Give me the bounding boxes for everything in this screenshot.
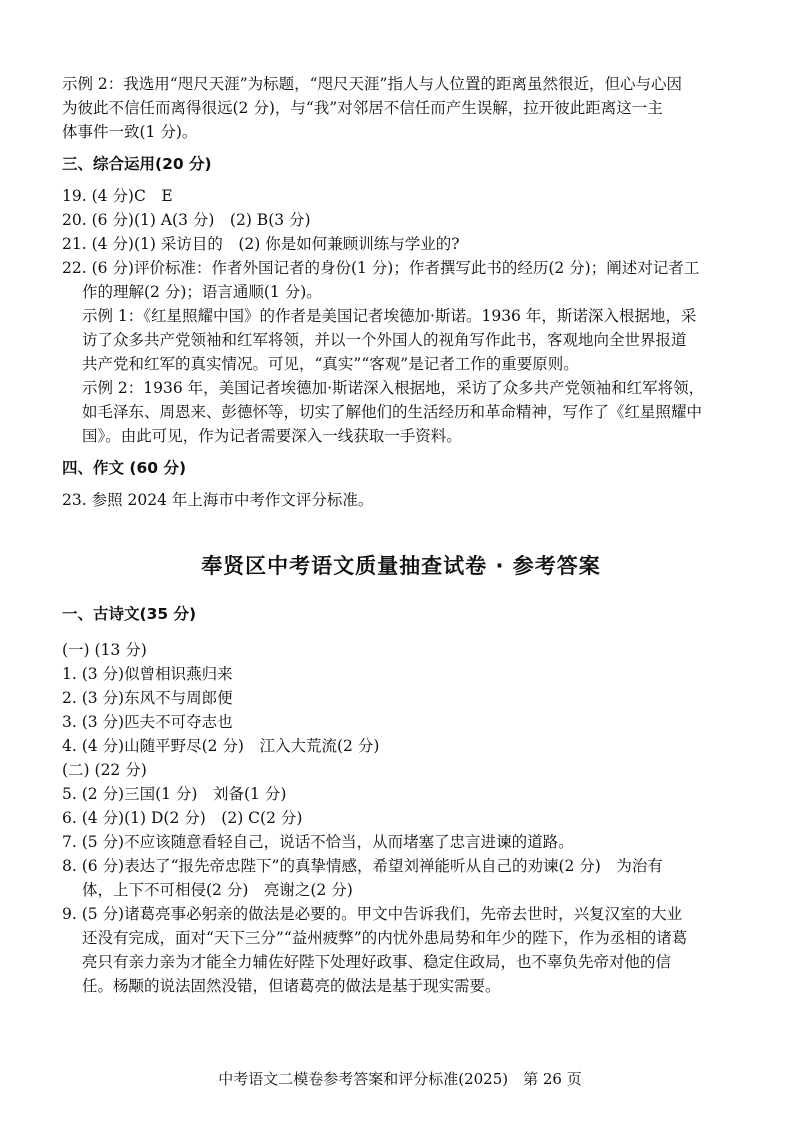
answer-22-example-1: 共产党和红军的真实情况。可见，“真实”“客观”是记者工作的重要原则。 — [82, 355, 579, 373]
answer-9-line: 9. (5 分)诸葛亮事必躬亲的做法是必要的。甲文中告诉我们，先帝去世时，兴复汉室的大业 — [62, 905, 683, 923]
answer-21: 21. (4 分)(1) 采访目的 (2) 你是如何兼顾训练与学业的? — [62, 235, 460, 253]
answer-9-line: 还没有完成，面对“天下三分”“益州疲弊”的内忧外患局势和年少的陛下，作为丞相的诸葛 — [82, 929, 688, 947]
answer-5: 5. (2 分)三国(1 分) 刘备(1 分) — [62, 785, 287, 803]
example-2-line: 为彼此不信任而离得很远(2 分)，与“我”对邻居不信任而产生误解，拉开彼此距离这一主 — [62, 99, 663, 117]
answer-1: 1. (3 分)似曾相识燕归来 — [62, 665, 233, 683]
answer-20: 20. (6 分)(1) A(3 分) (2) B(3 分) — [62, 211, 311, 229]
answer-22-line: 22. (6 分)评价标准：作者外国记者的身份(1 分)；作者撰写此书的经历(2 分)；阐述对记者工 — [62, 259, 700, 277]
answer-23: 23. 参照 2024 年上海市中考作文评分标准。 — [62, 491, 374, 509]
part-1-heading: 一、古诗文(35 分) — [62, 605, 197, 623]
answer-8-line: 8. (6 分)表达了“报先帝忠陛下”的真挚情感，希望刘禅能听从自己的劝谏(2 分) 为治有 — [62, 857, 663, 875]
answer-9-line: 任。杨颙的说法固然没错，但诸葛亮的做法是基于现实需要。 — [82, 977, 501, 995]
answer-6: 6. (4 分)(1) D(2 分) (2) C(2 分) — [62, 809, 303, 827]
answer-22-example-1: 示例 1：《红星照耀中国》的作者是美国记者埃德加·斯诺。1936 年，斯诺深入根据地，采 — [82, 307, 697, 325]
document-title: 奉贤区中考语文质量抽查试卷 · 参考答案 — [201, 554, 601, 578]
answer-22-example-1: 访了众多共产党领袖和红军将领，并以一个外国人的视角写作此书，客观地向全世界报道 — [82, 331, 687, 349]
section-3-heading: 三、综合运用(20 分) — [62, 155, 212, 173]
section-4-heading: 四、作文 (60 分) — [62, 459, 187, 477]
page-footer: 中考语文二模卷参考答案和评分标准(2025) 第 26 页 — [218, 1070, 582, 1088]
answer-3: 3. (3 分)匹夫不可夺志也 — [62, 713, 233, 731]
answer-19: 19. (4 分)C E — [62, 187, 173, 205]
answer-22-line: 作的理解(2 分)；语言通顺(1 分)。 — [82, 283, 322, 301]
answer-22-example-2: 国》。由此可见，作为记者需要深入一线获取一手资料。 — [82, 427, 462, 445]
example-2-line: 体事件一致(1 分)。 — [62, 123, 198, 141]
example-2-line: 示例 2：我选用“咫尺天涯”为标题，“咫尺天涯”指人与人位置的距离虽然很近，但心与心因 — [62, 75, 682, 93]
answer-7: 7. (5 分)不应该随意看轻自己，说话不恰当，从而堵塞了忠言进谏的道路。 — [62, 833, 574, 851]
subsection-heading: (二) (22 分) — [62, 761, 147, 779]
answer-2: 2. (3 分)东风不与周郎便 — [62, 689, 233, 707]
answer-22-example-2: 如毛泽东、周恩来、彭德怀等，切实了解他们的生活经历和革命精神，写作了《红星照耀中 — [82, 403, 703, 421]
answer-4: 4. (4 分)山随平野尽(2 分) 江入大荒流(2 分) — [62, 737, 380, 755]
answer-22-example-2: 示例 2：1936 年，美国记者埃德加·斯诺深入根据地，采访了众多共产党领袖和红军将领， — [82, 379, 705, 397]
answer-8-line: 体，上下不可相侵(2 分) 亮谢之(2 分) — [82, 881, 353, 899]
subsection-heading: (一) (13 分) — [62, 641, 147, 659]
answer-9-line: 亮只有亲力亲为才能全力辅佐好陛下处理好政事、稳定住政局，也不辜负先帝对他的信 — [82, 953, 672, 971]
